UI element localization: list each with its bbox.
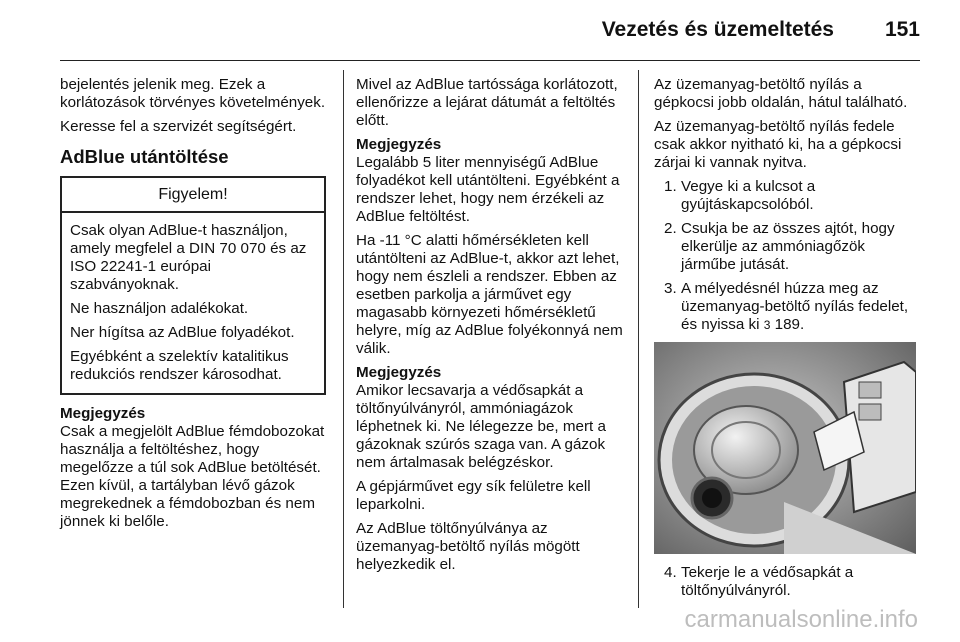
note-title: Megjegyzés [356,136,442,153]
warning-text: Ne használjon adalékokat. [70,300,249,317]
fuel-filler-photo [654,342,916,554]
step-item [654,178,922,214]
step-list [654,178,922,334]
column-2 [356,76,624,580]
page-reference-number: 189. [774,316,805,333]
watermark: carmanualsonline.info [684,606,918,633]
step-number: 1. [664,178,677,195]
step-number: 2. [664,220,677,237]
paragraph: Az üzemanyag-betöltő nyílás fedele csak akkor nyitható ki, ha a gépkocsi zárjai ki vannak nyitva. [654,118,902,171]
page-number: 151 [884,18,920,41]
header-divider [60,60,920,61]
column-3 [654,76,922,606]
paragraph: bejelentés jelenik meg. Ezek a korlátozások törvényes követelmények. [60,76,326,111]
paragraph: Az AdBlue töltőnyúlványa az üzemanyag-betöltő nyílás mögött helyezkedik el. [356,520,580,573]
step-text: Tekerje le a védősapkát a töltőnyúlványról. [681,564,854,599]
page-reference-link[interactable] [764,316,804,333]
column-1 [60,76,326,537]
note-text: Ha -11 °C alatti hőmérsékleten kell utántölteni az AdBlue-t, akkor azt lehet, hogy nem észleli a rendszer. Ebben az esetben parkolja a járművet egy magasabb környezeti hőmérsékletű helyre, míg az AdBlue folyékonnyá nem válik. [356,232,623,357]
note-text: Csak a megjelölt AdBlue fémdobozokat használja a feltöltéshez, hogy megelőzze a túl sok AdBlue betöltését. Ezen kívül, a tartályban lévő gázok megrekednek a fémdobozban és nem jönnek ki belőle. [60,423,325,530]
step-item [654,220,922,274]
note-text: Legalább 5 liter mennyiségű AdBlue folyadékot kell utántölteni. Egyébként a rendszer lehet, hogy nem érzékeli az AdBlue feltöltést. [356,154,620,225]
warning-title: Figyelem! [62,178,324,213]
step-number: 4. [664,564,677,581]
step-number: 3. [664,280,677,297]
warning-text: Ner hígítsa az AdBlue folyadékot. [70,324,295,341]
step-text: Csukja be az összes ajtót, hogy elkerülje az ammóniagőzök járműbe jutását. [681,220,895,273]
note-title: Megjegyzés [356,364,442,381]
warning-text: Csak olyan AdBlue-t használjon, amely megfelel a DIN 70 070 és az ISO 22241-1 európai szabványoknak. [70,222,307,293]
column-divider-1 [343,70,344,608]
column-divider-2 [638,70,639,608]
paragraph: Mivel az AdBlue tartóssága korlátozott, ellenőrizze a lejárat dátumát a feltöltés előtt. [356,76,618,129]
step-item [654,280,922,334]
page-header [60,14,920,50]
page-title: Vezetés és üzemeltetés [601,18,834,41]
step-text: A mélyedésnél húzza meg az üzemanyag-betöltő nyílás fedelet, és nyissa ki [681,280,909,333]
paragraph: Az üzemanyag-betöltő nyílás a gépkocsi jobb oldalán, hátul található. [654,76,908,111]
note-title: Megjegyzés [60,405,146,422]
page-reference-symbol: 3 [763,318,771,332]
paragraph: A gépjárművet egy sík felületre kell leparkolni. [356,478,591,513]
warning-body [62,213,324,393]
warning-text: Egyébként a szelektív katalitikus redukciós rendszer károsodhat. [70,348,289,383]
section-heading: AdBlue utántöltése [60,146,229,167]
step-list [654,564,922,600]
warning-box [60,176,326,395]
note-text: Amikor lecsavarja a védősapkát a töltőnyúlványról, ammóniagázok léphetnek ki. Ne lélegezze be, mert a gázoknak szúrós szaga van. A gázok nem ártalmasak belégzéskor. [356,382,606,471]
paragraph: Keresse fel a szervizét segítségért. [60,118,297,135]
step-text: Vegye ki a kulcsot a gyújtáskapcsolóból. [681,178,816,213]
step-item [654,564,922,600]
